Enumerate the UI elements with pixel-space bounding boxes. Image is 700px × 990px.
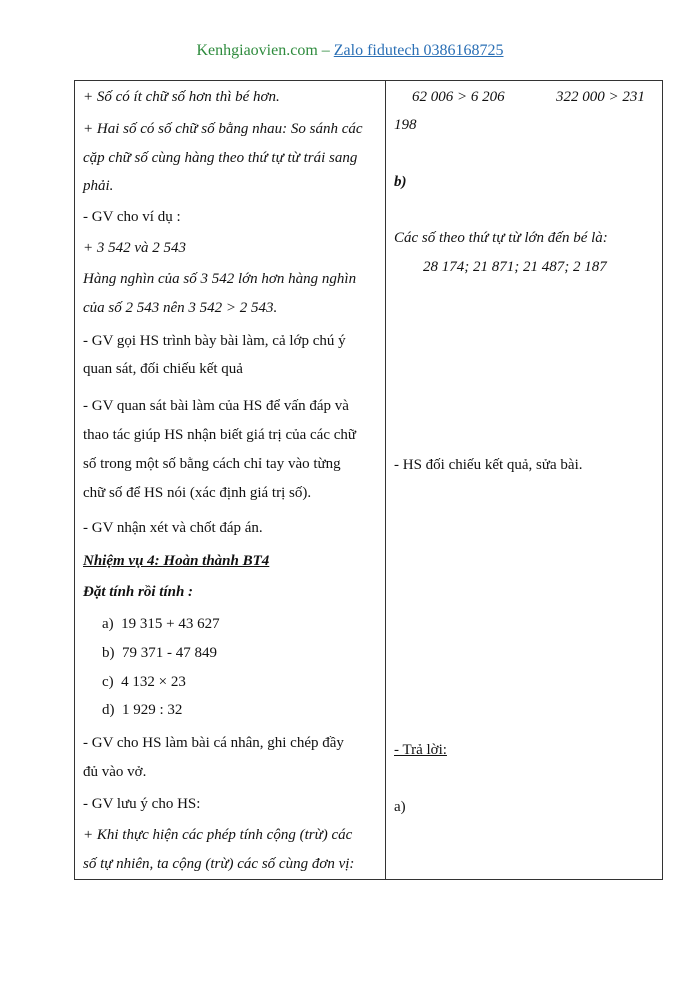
observe-instr-4: chữ số để HS nói (xác định giá trị số). [83,485,312,501]
check-results: - HS đối chiếu kết quả, sửa bài. [394,457,583,473]
present-instr-1: - GV gọi HS trình bày bài làm, cả lớp chú ý [83,333,346,349]
exercise-item-d [102,700,182,720]
observe-instr-2: thao tác giúp HS nhận biết giá trị của các chữ [83,427,357,443]
conclude-instr: - GV nhận xét và chốt đáp án. [83,520,263,536]
individual-work-1: - GV cho HS làm bài cá nhân, ghi chép đầy [83,735,344,751]
header-separator: – [317,42,334,59]
exercise-expr: 1 929 : 32 [122,702,183,718]
comparison-2-cont: 198 [394,117,417,133]
example-intro: - GV cho ví dụ : [83,209,181,225]
rule-equal-digits-2: cặp chữ số cùng hàng theo thứ tự từ trái sang [83,150,358,166]
example-pair: + 3 542 và 2 543 [83,240,187,256]
task-title: Nhiệm vụ 4: Hoàn thành BT4 [83,553,270,569]
exercise-label: b) [102,645,115,661]
exercise-item-c [102,672,186,692]
note-rule-2: số tự nhiên, ta cộng (trừ) các số cùng đơn vị: [83,856,355,872]
part-b-label: b) [394,174,407,190]
observe-instr-3: số trong một số bằng cách chỉ tay vào từng [83,456,341,472]
exercise-item-b [102,643,217,663]
lesson-table [74,80,663,880]
site-name: Kenhgiaovien.com [196,42,318,59]
exercise-expr: 79 371 - 47 849 [122,645,217,661]
answer-a-label: a) [394,799,406,815]
individual-work-2: đủ vào vở. [83,764,147,780]
exercise-expr: 4 132 × 23 [121,674,186,690]
task-instruction: Đặt tính rồi tính : [83,584,194,600]
answer-label: - Trả lời: [394,742,447,758]
column-divider [385,81,386,879]
note-rule-1: + Khi thực hiện các phép tính cộng (trừ) các [83,827,353,843]
comparison-2: 322 000 > 231 [556,89,645,105]
page-header [0,42,700,60]
exercise-label: c) [102,674,114,690]
exercise-label: a) [102,616,114,632]
rule-equal-digits-3: phải. [83,178,114,194]
present-instr-2: quan sát, đối chiếu kết quả [83,361,243,377]
rule-fewer-digits: + Số có ít chữ số hơn thì bé hơn. [83,89,280,105]
note-intro: - GV lưu ý cho HS: [83,796,201,812]
comparison-1: 62 006 > 6 206 [412,89,505,105]
example-explain-2: của số 2 543 nên 3 542 > 2 543. [83,300,278,316]
exercise-expr: 19 315 + 43 627 [121,616,220,632]
observe-instr-1: - GV quan sát bài làm của HS để vấn đáp và [83,398,349,414]
exercise-label: d) [102,702,115,718]
contact-link[interactable]: Zalo fidutech 0386168725 [333,42,504,59]
order-intro: Các số theo thứ tự từ lớn đến bé là: [394,230,608,246]
example-explain-1: Hàng nghìn của số 3 542 lớn hơn hàng nghìn [83,271,357,287]
order-list: 28 174; 21 871; 21 487; 2 187 [423,259,607,275]
exercise-item-a [102,614,220,634]
rule-equal-digits-1: + Hai số có số chữ số bằng nhau: So sánh các [83,121,363,137]
